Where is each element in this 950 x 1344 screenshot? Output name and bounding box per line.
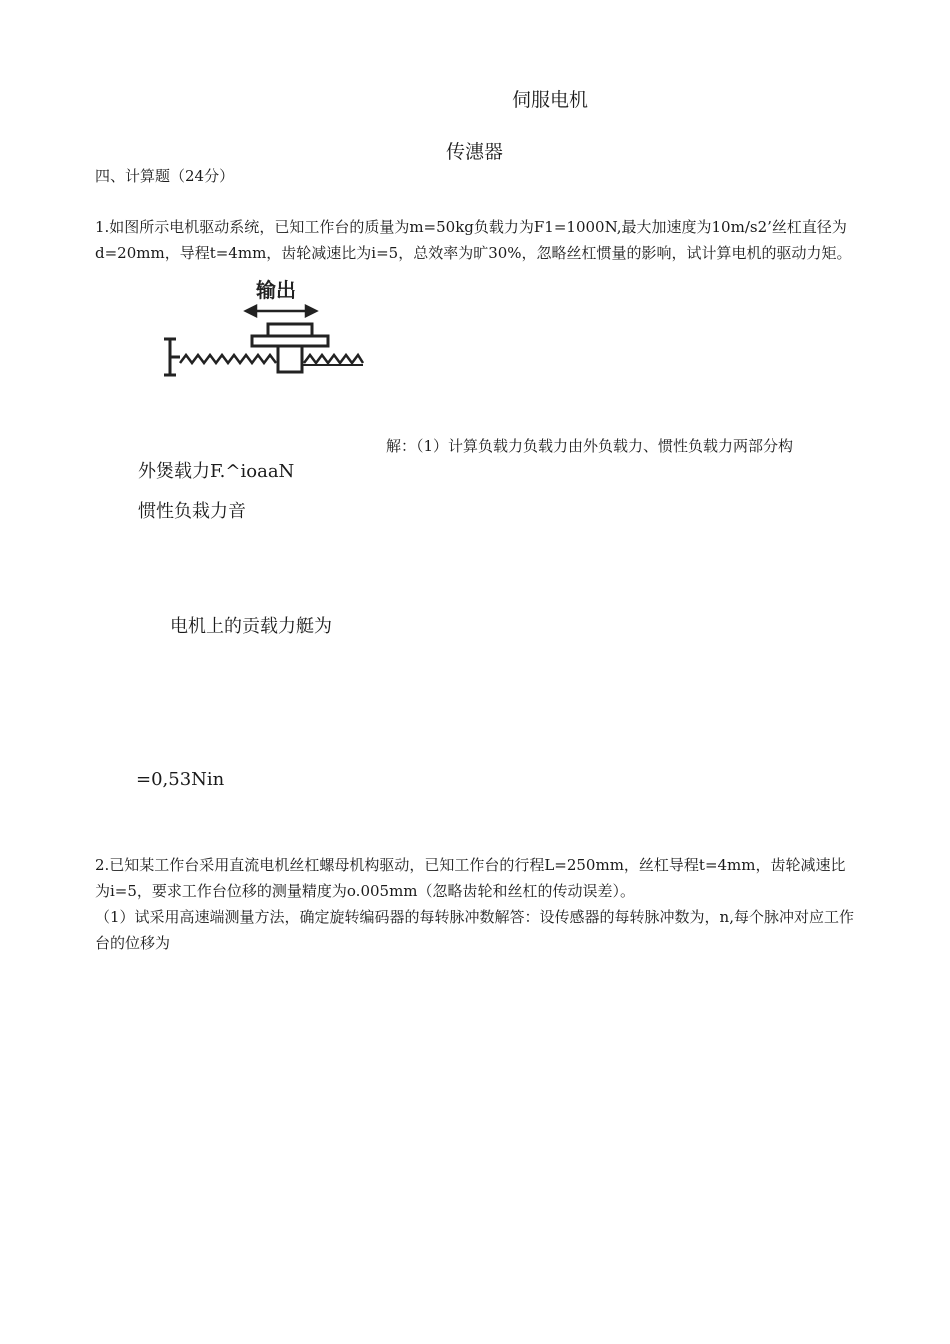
inertial-load-line: 惯性负栽力音 <box>138 501 246 522</box>
double-arrow-icon <box>246 306 316 316</box>
bearing-bracket <box>164 339 180 375</box>
problem-2-text: 2.已知某工作台采用直流电机丝杠螺母机构驱动，已知工作台的行程L=250mm，丝杠导程t=4mm，齿轮减速比为i=5，要求工作台位移的测量精度为o.005mm（忽略齿轮和丝杠的传动误差）。 <box>95 856 846 900</box>
solution-intro: 解：（1）计算负载力负载力由外负载力、惯性负载力两部分构 <box>386 437 794 455</box>
external-load-line: 外煲载力F.^ioaaN <box>138 461 295 482</box>
section-heading: 四、计算题（24分） <box>95 167 235 185</box>
problem-2-subquestion-1: （1）试采用高速端测量方法，确定旋转编码器的每转脉冲数解答：设传感器的每转脉冲数为，n,每个脉冲对应工作台的位移为 <box>95 908 854 952</box>
header-title-servo-motor: 伺服电机 <box>512 89 589 111</box>
screw-thread-right <box>304 355 363 363</box>
figure-label-output: 输出 <box>256 278 296 302</box>
screw-thread-left <box>180 355 276 363</box>
result-line: =0,53Nin <box>136 769 225 790</box>
problem-1-text: 1.如图所示电机驱动系统，已知工作台的质量为m=50kg负载力为F1=1000N,最大加速度为10m/s2’丝杠直径为d=20mm，导程t=4mm，齿轮减速比为i=5，总效率为旷30%，忽略丝杠惯量的影响，试计算电机的驱动力矩。 <box>95 218 852 262</box>
motor-load-line: 电机上的贡载力艇为 <box>170 616 332 637</box>
lead-screw-diagram <box>160 275 365 380</box>
header-title-sensor: 传潓器 <box>446 141 504 163</box>
